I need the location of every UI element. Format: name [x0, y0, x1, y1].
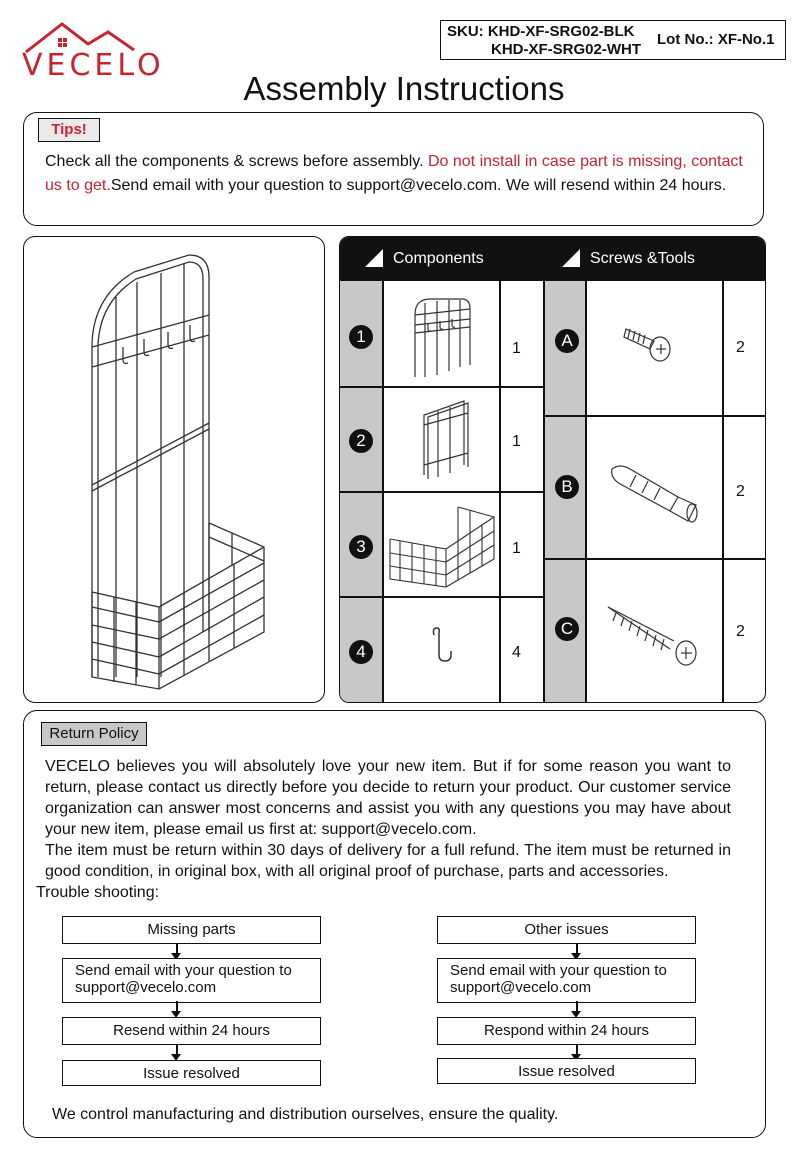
screw-qty: 2	[736, 339, 745, 356]
component-qty: 1	[512, 433, 521, 450]
quality-statement: We control manufacturing and distribution ourselves, ensure the quality.	[52, 1106, 559, 1123]
return-policy-text	[45, 756, 731, 882]
down-arrow-icon	[176, 1001, 178, 1014]
component-qty: 1	[512, 340, 521, 357]
flow-left-step-2: Send email with your question to support@vecelo.com	[62, 958, 321, 1003]
wall-organizer-illustration	[24, 237, 324, 702]
screw-letter: B	[555, 475, 579, 499]
component-qty: 4	[512, 644, 521, 661]
flow-right-step-2: Send email with your question to support@vecelo.com	[437, 958, 696, 1003]
brand-name: VECELO	[22, 48, 165, 83]
sku-line-1: SKU: KHD-XF-SRG02-BLK	[447, 23, 635, 40]
down-arrow-icon	[176, 1044, 178, 1057]
component-number: 3	[349, 535, 373, 559]
product-illustration-panel	[23, 236, 325, 703]
wire-panel-icon	[420, 395, 470, 485]
brand-logo	[22, 18, 172, 83]
sku-line-2: KHD-XF-SRG02-WHT	[491, 41, 641, 58]
sku-box	[440, 20, 786, 60]
component-number: 2	[349, 429, 373, 453]
down-arrow-icon	[576, 943, 578, 956]
triangle-icon	[562, 249, 580, 267]
s-hook-icon	[428, 625, 458, 665]
tips-text: Check all the components & screws before assembly. Do not install in case part is missing, contact us to get.Send email with your question to support@vecelo.com. We will resend within 24 hours.	[45, 153, 743, 194]
parts-list-panel	[339, 236, 766, 703]
component-qty: 1	[512, 540, 521, 557]
wood-screw-icon	[606, 601, 702, 671]
return-policy-paragraph-1: VECELO believes you will absolutely love your new item. But if for some reason you want to return, please contact us directly before you decide to return your product. Our customer service organization can answer most concerns and assist you with any questions you may have about your new item, please email us first at: support@vecelo.com.	[45, 758, 731, 838]
machine-screw-icon	[620, 319, 680, 369]
flow-right-step-4: Issue resolved	[437, 1058, 696, 1084]
trouble-shooting-label: Trouble shooting:	[36, 884, 160, 901]
parts-header	[340, 237, 765, 281]
page-title: Assembly Instructions	[243, 70, 565, 107]
flow-right-step-3: Respond within 24 hours	[437, 1017, 696, 1045]
screw-letter: A	[555, 329, 579, 353]
flow-left-step-1: Missing parts	[62, 916, 321, 944]
triangle-icon	[365, 249, 383, 267]
screw-letter: C	[555, 617, 579, 641]
flow-left-step-3: Resend within 24 hours	[62, 1017, 321, 1045]
down-arrow-icon	[176, 943, 178, 956]
wall-panel-with-hooks-icon	[410, 295, 475, 380]
screw-qty: 2	[736, 483, 745, 500]
tips-label: Tips!	[38, 118, 100, 142]
component-number: 1	[349, 325, 373, 349]
screws-header: Screws &Tools	[590, 250, 695, 267]
components-header: Components	[393, 250, 484, 267]
flow-left-step-4: Issue resolved	[62, 1060, 321, 1086]
return-policy-label: Return Policy	[41, 722, 147, 746]
down-arrow-icon	[576, 1001, 578, 1014]
wall-anchor-icon	[608, 461, 708, 525]
wire-basket-icon	[386, 499, 498, 589]
flow-right-step-1: Other issues	[437, 916, 696, 944]
lot-number: Lot No.: XF-No.1	[657, 31, 775, 48]
component-number: 4	[349, 640, 373, 664]
screw-qty: 2	[736, 623, 745, 640]
return-policy-paragraph-2: The item must be return within 30 days of delivery for a full refund. The item must be returned in good condition, in original box, with all original proof of purchase, parts and accessories.	[45, 842, 731, 880]
down-arrow-icon	[576, 1044, 578, 1057]
